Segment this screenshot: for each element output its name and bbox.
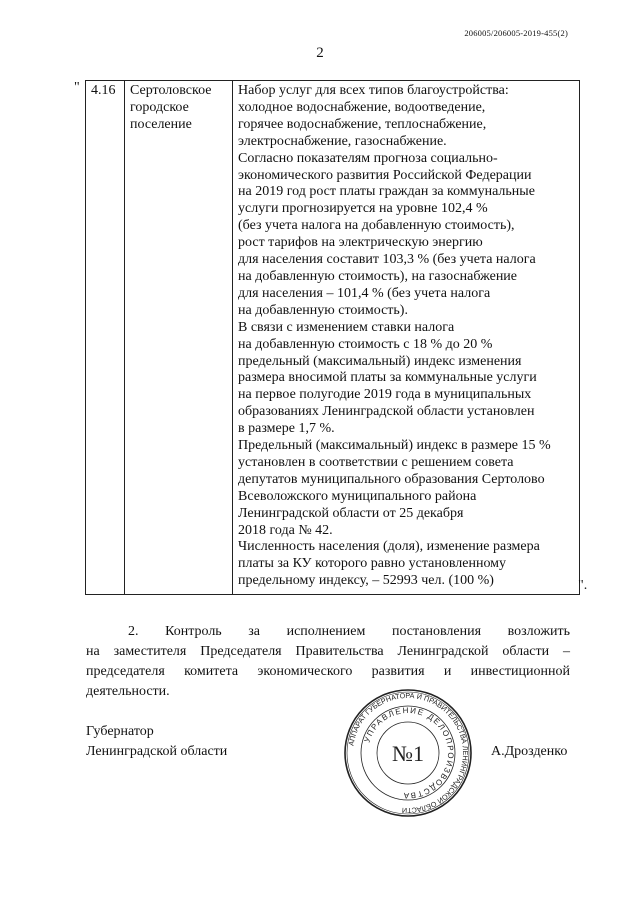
description-line: на добавленную стоимость), на газоснабжение	[238, 268, 518, 284]
seal-number: №1	[392, 741, 424, 766]
description-line: горячее водоснабжение, теплоснабжение,	[238, 116, 487, 132]
description-line: установлен в соответствии с решением совета	[238, 454, 514, 470]
paragraph-line: на заместителя Председателя Правительства Ленинградской области –	[86, 644, 570, 659]
opening-quote: "	[74, 80, 80, 95]
tariff-table	[85, 80, 580, 595]
description-line: рост тарифов на электрическую энергию	[238, 235, 483, 251]
description-line: для населения – 101,4 % (без учета налога	[238, 285, 491, 301]
paragraph-2	[86, 622, 570, 702]
description-line: платы за КУ которого равно установленному	[238, 556, 507, 572]
municipality-name-line: Сертоловское	[130, 83, 212, 98]
municipality-name-line: городское	[130, 99, 189, 115]
signatory-name: А.Дрозденко	[491, 744, 568, 759]
closing-quote: ".	[578, 578, 588, 593]
paragraph-line: председателя комитета экономического развития и инвестиционной	[86, 664, 570, 679]
description-line: Набор услуг для всех типов благоустройства:	[238, 83, 509, 98]
row-number-cell: 4.16	[86, 81, 125, 595]
description-line: Всеволожского муниципального района	[238, 488, 477, 504]
signatory-title-line: Губернатор	[86, 724, 154, 739]
description-line: на добавленную стоимость с 18 % до 20 %	[238, 336, 493, 352]
document-code: 206005/206005-2019-455(2)	[464, 28, 568, 38]
description-line: предельному индексу, – 52993 чел. (100 %)	[238, 573, 494, 589]
description-cell	[233, 81, 580, 595]
seal-inner-text: УПРАВЛЕНИЕ ДЕЛОПРОИЗВОДСТВА	[362, 705, 456, 801]
description-line: экономического развития Российской Федерации	[238, 167, 532, 183]
description-line: образованиях Ленинградской области установлен	[238, 404, 535, 420]
description-line: Согласно показателям прогноза социально-	[238, 150, 498, 166]
table-row	[86, 81, 580, 595]
description-line: услуги прогнозируется на уровне 102,4 %	[238, 201, 488, 217]
description-line: (без учета налога на добавленную стоимость),	[238, 218, 515, 234]
description-line: электроснабжение, газоснабжение.	[238, 133, 447, 149]
signatory-title-line: Ленинградской области	[86, 744, 228, 759]
municipality-cell	[125, 81, 233, 595]
description-line: предельный (максимальный) индекс изменения	[238, 353, 522, 369]
description-line: на первое полугодие 2019 года в муниципальных	[238, 387, 532, 403]
paragraph-line: 2. Контроль за исполнением постановления возложить	[128, 624, 570, 639]
description-line: на 2019 год рост платы граждан за коммунальные	[238, 184, 535, 200]
description-line: депутатов муниципального образования Сертолово	[238, 471, 545, 487]
municipality-name-line: поселение	[130, 116, 192, 132]
description-line: на добавленную стоимость).	[238, 302, 408, 318]
description-line: 2018 года № 42.	[238, 522, 333, 538]
signatory-title	[86, 722, 227, 762]
official-seal	[343, 688, 473, 818]
description-line: для населения составит 103,3 % (без учета налога	[238, 252, 536, 268]
paragraph-line: деятельности.	[86, 684, 170, 699]
description-line: Ленинградской области от 25 декабря	[238, 505, 464, 521]
description-line: Численность населения (доля), изменение размера	[238, 539, 540, 555]
description-line: размера вносимой платы за коммунальные услуги	[238, 370, 537, 386]
page-number: 2	[316, 45, 324, 61]
description-line: Предельный (максимальный) индекс в размере 15 %	[238, 438, 551, 454]
description-line: холодное водоснабжение, водоотведение,	[238, 99, 486, 115]
description-line: в размере 1,7 %.	[238, 421, 335, 437]
description-line: В связи с изменением ставки налога	[238, 319, 455, 335]
seal-outer-text: АППАРАТ ГУБЕРНАТОРА И ПРАВИТЕЛЬСТВА ЛЕНИНГРАДСКОЙ ОБЛАСТИ	[346, 690, 471, 816]
